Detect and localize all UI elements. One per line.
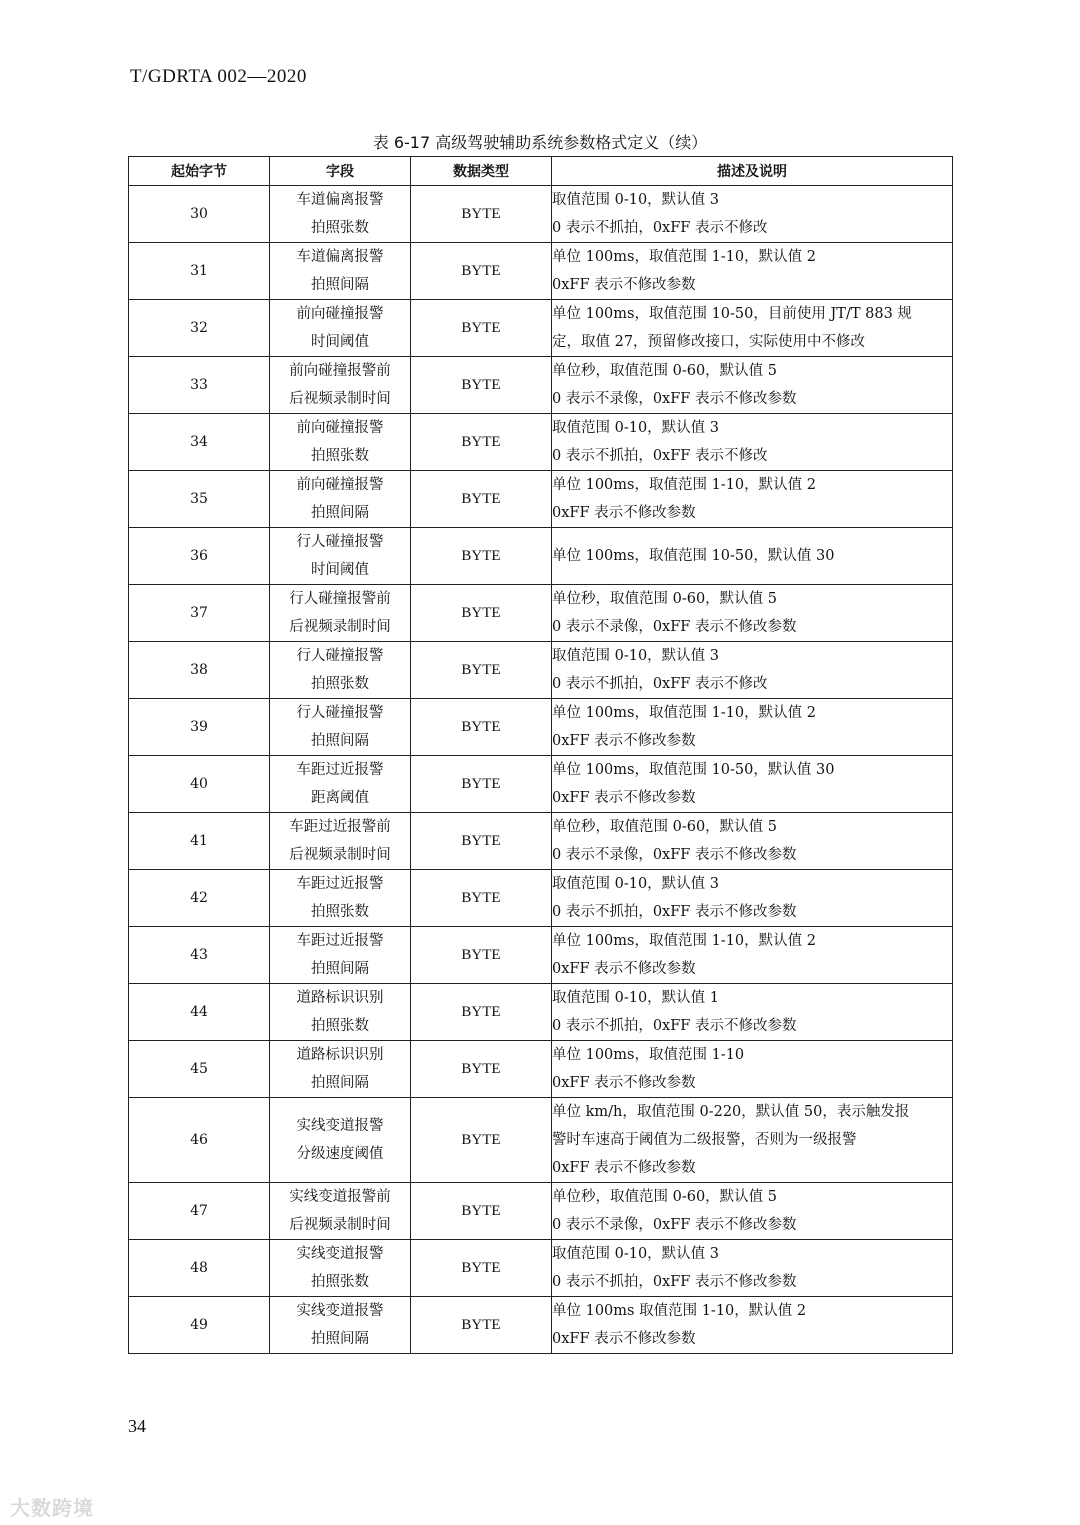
description-line: 0xFF 表示不修改参数 — [552, 277, 696, 293]
description-line: 单位 100ms，取值范围 10-50，默认值 30 — [552, 548, 835, 564]
description-line: 单位秒，取值范围 0-60，默认值 5 — [552, 819, 778, 835]
cell-description — [552, 300, 953, 357]
page-number: 34 — [128, 1416, 146, 1436]
column-header-description: 描述及说明 — [552, 157, 953, 186]
cell-description — [552, 414, 953, 471]
cell-data-type: BYTE — [411, 699, 552, 756]
field-line: 拍照张数 — [311, 220, 369, 236]
field-line: 后视频录制时间 — [289, 1217, 391, 1233]
field-line: 道路标识识别 — [296, 990, 384, 1006]
field-line: 拍照张数 — [311, 1274, 369, 1290]
description-line: 0 表示不抓拍，0xFF 表示不修改参数 — [552, 1274, 797, 1290]
cell-field — [270, 585, 411, 642]
cell-start-byte: 43 — [129, 927, 270, 984]
field-line: 前向碰撞报警 — [296, 420, 384, 436]
table-header-row — [129, 157, 953, 186]
field-line: 车道偏离报警 — [296, 192, 384, 208]
description-line: 0 表示不录像，0xFF 表示不修改参数 — [552, 391, 797, 407]
cell-description — [552, 186, 953, 243]
cell-field — [270, 756, 411, 813]
field-line: 拍照间隔 — [311, 505, 369, 521]
cell-field — [270, 1240, 411, 1297]
cell-field — [270, 813, 411, 870]
cell-field — [270, 699, 411, 756]
column-header-start-byte: 起始字节 — [129, 157, 270, 186]
description-line: 单位 100ms 取值范围 1-10，默认值 2 — [552, 1303, 807, 1319]
field-line: 后视频录制时间 — [289, 391, 391, 407]
cell-start-byte: 37 — [129, 585, 270, 642]
cell-data-type: BYTE — [411, 1183, 552, 1240]
cell-start-byte: 34 — [129, 414, 270, 471]
description-line: 单位 100ms，取值范围 1-10，默认值 2 — [552, 477, 816, 493]
cell-data-type: BYTE — [411, 1297, 552, 1354]
description-line: 取值范围 0-10，默认值 3 — [552, 420, 720, 436]
table-row — [129, 1183, 953, 1240]
cell-start-byte: 45 — [129, 1041, 270, 1098]
cell-data-type: BYTE — [411, 756, 552, 813]
document-code: T/GDRTA 002—2020 — [130, 66, 307, 87]
column-header-field: 字段 — [270, 157, 411, 186]
description-line: 单位 100ms，取值范围 10-50，默认值 30 — [552, 762, 835, 778]
table-row — [129, 1098, 953, 1183]
cell-field — [270, 642, 411, 699]
table-caption: 表 6-17 高级驾驶辅助系统参数格式定义（续） — [372, 133, 708, 152]
cell-data-type: BYTE — [411, 1041, 552, 1098]
description-line: 0 表示不抓拍，0xFF 表示不修改 — [552, 220, 768, 236]
table-row — [129, 300, 953, 357]
cell-field — [270, 186, 411, 243]
description-line: 单位秒，取值范围 0-60，默认值 5 — [552, 591, 778, 607]
cell-data-type: BYTE — [411, 1240, 552, 1297]
cell-start-byte: 46 — [129, 1098, 270, 1183]
cell-start-byte: 30 — [129, 186, 270, 243]
cell-start-byte: 36 — [129, 528, 270, 585]
cell-field — [270, 1041, 411, 1098]
cell-start-byte: 47 — [129, 1183, 270, 1240]
cell-start-byte: 49 — [129, 1297, 270, 1354]
cell-start-byte: 35 — [129, 471, 270, 528]
field-line: 后视频录制时间 — [289, 619, 391, 635]
field-line: 时间阈值 — [311, 562, 369, 578]
field-line: 拍照间隔 — [311, 1075, 369, 1091]
cell-start-byte: 31 — [129, 243, 270, 300]
field-line: 拍照间隔 — [311, 277, 369, 293]
table-row — [129, 471, 953, 528]
watermark-logo — [10, 1492, 94, 1521]
field-line: 行人碰撞报警前 — [289, 591, 391, 607]
cell-data-type: BYTE — [411, 1098, 552, 1183]
cell-data-type: BYTE — [411, 813, 552, 870]
cell-data-type: BYTE — [411, 471, 552, 528]
cell-description — [552, 1041, 953, 1098]
description-line: 0 表示不抓拍，0xFF 表示不修改参数 — [552, 904, 797, 920]
description-line: 单位 100ms，取值范围 1-10 — [552, 1047, 745, 1063]
table-row — [129, 243, 953, 300]
table-row — [129, 813, 953, 870]
cell-field — [270, 471, 411, 528]
field-line: 时间阈值 — [311, 334, 369, 350]
table-row — [129, 357, 953, 414]
cell-data-type: BYTE — [411, 300, 552, 357]
description-line: 定，取值 27，预留修改接口，实际使用中不修改 — [552, 334, 866, 350]
cell-start-byte: 48 — [129, 1240, 270, 1297]
cell-start-byte: 38 — [129, 642, 270, 699]
description-line: 取值范围 0-10，默认值 3 — [552, 648, 720, 664]
field-line: 车道偏离报警 — [296, 249, 384, 265]
cell-start-byte: 32 — [129, 300, 270, 357]
description-line: 0xFF 表示不修改参数 — [552, 1331, 696, 1347]
field-line: 实线变道报警前 — [289, 1189, 391, 1205]
description-line: 0 表示不录像，0xFF 表示不修改参数 — [552, 619, 797, 635]
field-line: 实线变道报警 — [296, 1303, 384, 1319]
field-line: 拍照间隔 — [311, 1331, 369, 1347]
cell-start-byte: 41 — [129, 813, 270, 870]
field-line: 拍照间隔 — [311, 961, 369, 977]
cell-start-byte: 42 — [129, 870, 270, 927]
cell-field — [270, 1183, 411, 1240]
field-line: 前向碰撞报警前 — [289, 363, 391, 379]
field-line: 分级速度阈值 — [296, 1146, 384, 1162]
table-row — [129, 414, 953, 471]
table-row — [129, 870, 953, 927]
cell-start-byte: 33 — [129, 357, 270, 414]
cell-data-type: BYTE — [411, 870, 552, 927]
description-line: 单位 100ms，取值范围 1-10，默认值 2 — [552, 933, 816, 949]
cell-field — [270, 927, 411, 984]
cell-description — [552, 1098, 953, 1183]
cell-description — [552, 642, 953, 699]
cell-field — [270, 357, 411, 414]
description-line: 0xFF 表示不修改参数 — [552, 1160, 696, 1176]
cell-description — [552, 927, 953, 984]
description-line: 0xFF 表示不修改参数 — [552, 733, 696, 749]
field-line: 道路标识识别 — [296, 1047, 384, 1063]
cell-field — [270, 414, 411, 471]
cell-description — [552, 984, 953, 1041]
cell-data-type: BYTE — [411, 186, 552, 243]
description-line: 单位秒，取值范围 0-60，默认值 5 — [552, 1189, 778, 1205]
description-line: 取值范围 0-10，默认值 1 — [552, 990, 720, 1006]
cell-description — [552, 756, 953, 813]
cell-description — [552, 471, 953, 528]
cell-data-type: BYTE — [411, 585, 552, 642]
description-line: 0 表示不抓拍，0xFF 表示不修改参数 — [552, 1018, 797, 1034]
field-line: 距离阈值 — [311, 790, 369, 806]
cell-description — [552, 813, 953, 870]
description-line: 单位 100ms，取值范围 1-10，默认值 2 — [552, 705, 816, 721]
table-row — [129, 585, 953, 642]
cell-field — [270, 984, 411, 1041]
field-line: 行人碰撞报警 — [296, 705, 384, 721]
table-row — [129, 927, 953, 984]
field-line: 车距过近报警 — [296, 876, 384, 892]
parameter-table — [128, 156, 953, 1354]
cell-field — [270, 1098, 411, 1183]
table-body — [129, 186, 953, 1354]
cell-field — [270, 528, 411, 585]
description-line: 0 表示不录像，0xFF 表示不修改参数 — [552, 847, 797, 863]
description-line: 0 表示不抓拍，0xFF 表示不修改 — [552, 448, 768, 464]
cell-description — [552, 357, 953, 414]
field-line: 实线变道报警 — [296, 1118, 384, 1134]
description-line: 单位 100ms，取值范围 10-50，目前使用 JT/T 883 规 — [552, 306, 912, 322]
description-line: 取值范围 0-10，默认值 3 — [552, 1246, 720, 1262]
field-line: 行人碰撞报警 — [296, 534, 384, 550]
field-line: 拍照张数 — [311, 448, 369, 464]
cell-data-type: BYTE — [411, 528, 552, 585]
cell-description — [552, 243, 953, 300]
description-line: 0xFF 表示不修改参数 — [552, 790, 696, 806]
table-row — [129, 186, 953, 243]
cell-data-type: BYTE — [411, 414, 552, 471]
table-row — [129, 756, 953, 813]
table-row — [129, 1041, 953, 1098]
field-line: 前向碰撞报警 — [296, 306, 384, 322]
cell-data-type: BYTE — [411, 984, 552, 1041]
field-line: 拍照张数 — [311, 676, 369, 692]
description-line: 取值范围 0-10，默认值 3 — [552, 192, 720, 208]
cell-field — [270, 300, 411, 357]
description-line: 0 表示不抓拍，0xFF 表示不修改 — [552, 676, 768, 692]
cell-description — [552, 870, 953, 927]
cell-description — [552, 1240, 953, 1297]
description-line: 警时车速高于阈值为二级报警，否则为一级报警 — [552, 1132, 857, 1148]
field-line: 实线变道报警 — [296, 1246, 384, 1262]
column-header-data-type: 数据类型 — [411, 157, 552, 186]
cell-start-byte: 39 — [129, 699, 270, 756]
field-line: 拍照间隔 — [311, 733, 369, 749]
cell-field — [270, 870, 411, 927]
description-line: 单位 100ms，取值范围 1-10，默认值 2 — [552, 249, 816, 265]
field-line: 车距过近报警 — [296, 933, 384, 949]
cell-data-type: BYTE — [411, 243, 552, 300]
table-row — [129, 984, 953, 1041]
cell-description — [552, 1297, 953, 1354]
field-line: 车距过近报警前 — [289, 819, 391, 835]
field-line: 行人碰撞报警 — [296, 648, 384, 664]
cell-data-type: BYTE — [411, 357, 552, 414]
description-line: 0 表示不录像，0xFF 表示不修改参数 — [552, 1217, 797, 1233]
table-row — [129, 642, 953, 699]
cell-field — [270, 243, 411, 300]
cell-field — [270, 1297, 411, 1354]
description-line: 0xFF 表示不修改参数 — [552, 961, 696, 977]
cell-start-byte: 44 — [129, 984, 270, 1041]
cell-data-type: BYTE — [411, 642, 552, 699]
cell-description — [552, 1183, 953, 1240]
table-row — [129, 1297, 953, 1354]
cell-description — [552, 528, 953, 585]
description-line: 0xFF 表示不修改参数 — [552, 505, 696, 521]
table-row — [129, 528, 953, 585]
description-line: 0xFF 表示不修改参数 — [552, 1075, 696, 1091]
field-line: 拍照张数 — [311, 1018, 369, 1034]
description-line: 单位秒，取值范围 0-60，默认值 5 — [552, 363, 778, 379]
field-line: 拍照张数 — [311, 904, 369, 920]
cell-description — [552, 585, 953, 642]
cell-start-byte: 40 — [129, 756, 270, 813]
watermark-text: 大数跨境 — [10, 1496, 94, 1520]
table-row — [129, 699, 953, 756]
description-line: 单位 km/h，取值范围 0-220，默认值 50，表示触发报 — [552, 1104, 910, 1120]
table-row — [129, 1240, 953, 1297]
field-line: 前向碰撞报警 — [296, 477, 384, 493]
cell-data-type: BYTE — [411, 927, 552, 984]
field-line: 车距过近报警 — [296, 762, 384, 778]
description-line: 取值范围 0-10，默认值 3 — [552, 876, 720, 892]
field-line: 后视频录制时间 — [289, 847, 391, 863]
cell-description — [552, 699, 953, 756]
